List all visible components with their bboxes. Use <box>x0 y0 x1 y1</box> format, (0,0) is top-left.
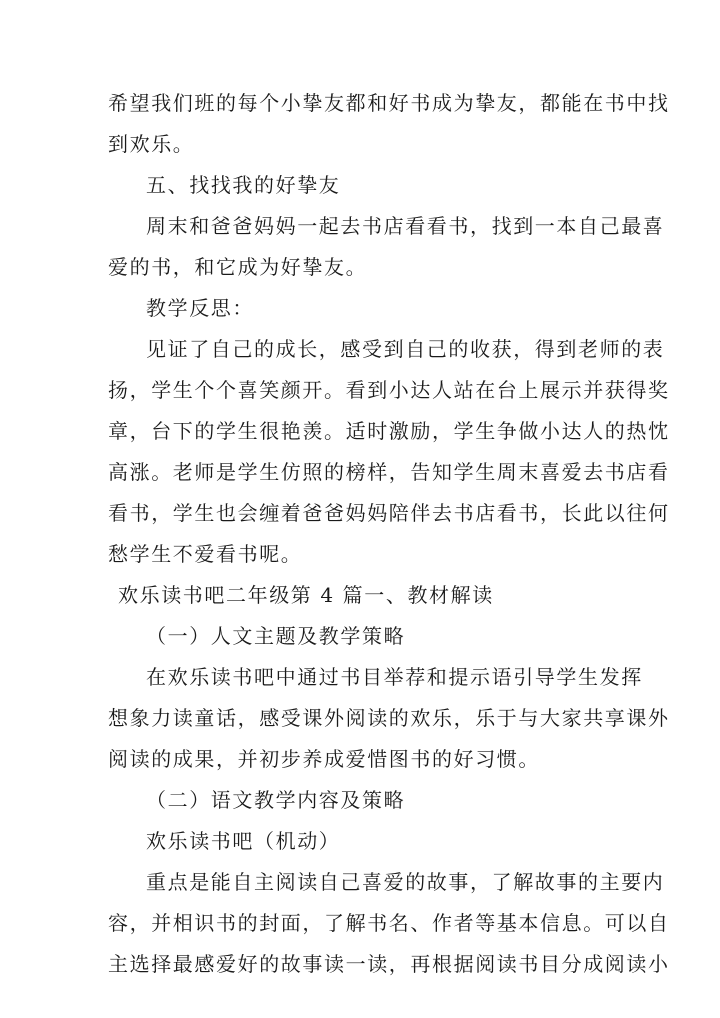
body-line: 容，并相识书的封面，了解书名、作者等基本信息。可以自 <box>108 911 670 935</box>
body-line: 扬，学生个个喜笑颜开。看到小达人站在台上展示并获得奖 <box>108 378 670 402</box>
body-line: 重点是能自主阅读自己喜爱的故事，了解故事的主要内 <box>146 870 665 894</box>
body-line: 阅读的成果，并初步养成爱惜图书的好习惯。 <box>108 747 540 771</box>
body-line: 愁学生不爱看书呢。 <box>108 542 303 566</box>
body-line: 在欢乐读书吧中通过书目举荐和提示语引导学生发挥 <box>146 665 643 689</box>
section-heading: 五、找找我的好挚友 <box>146 173 341 197</box>
body-line: 爱的书，和它成为好挚友。 <box>108 255 368 279</box>
body-line: 章，台下的学生很艳羡。适时激励，学生争做小达人的热忱 <box>108 419 670 443</box>
body-line: 希望我们班的每个小挚友都和好书成为挚友，都能在书中找 <box>108 91 670 115</box>
body-line: 到欢乐。 <box>108 132 195 156</box>
body-line: 高涨。老师是学生仿照的榜样，告知学生周末喜爱去书店看 <box>108 460 670 484</box>
subsection-heading: 欢乐读书吧（机动） <box>146 829 341 853</box>
section-heading: 教学反思： <box>146 296 254 320</box>
chapter-heading: 欢乐读书吧二年级第 4 篇一、教材解读 <box>118 583 494 607</box>
section-heading: （二）语文教学内容及策略 <box>146 788 406 812</box>
body-line: 看书，学生也会缠着爸爸妈妈陪伴去书店看书，长此以往何 <box>108 501 670 525</box>
body-line: 想象力读童话，感受课外阅读的欢乐，乐于与大家共享课外 <box>108 706 670 730</box>
section-heading: （一）人文主题及教学策略 <box>146 624 406 648</box>
body-line: 周末和爸爸妈妈一起去书店看看书，找到一本自己最喜 <box>146 214 665 238</box>
body-line: 主选择最感爱好的故事读一读，再根据阅读书目分成阅读小 <box>108 952 670 976</box>
body-line: 见证了自己的成长，感受到自己的收获，得到老师的表 <box>146 337 665 361</box>
